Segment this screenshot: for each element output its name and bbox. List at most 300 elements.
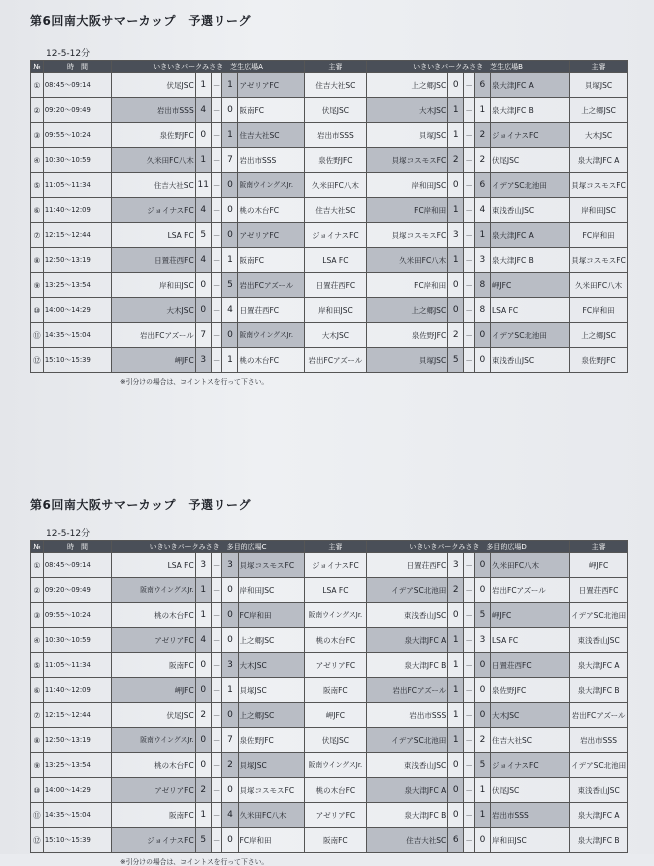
referee-b: イデアSC北池田: [570, 603, 628, 628]
away-team-b: 岩出FCアズール: [491, 578, 570, 603]
home-score-a: 0: [195, 273, 211, 298]
home-score-b: 2: [448, 578, 464, 603]
score-separator: －: [211, 148, 222, 173]
score-separator: －: [211, 628, 222, 653]
table-row: [31, 348, 628, 373]
home-score-b: 1: [448, 653, 464, 678]
away-team-b: 岬JFC: [491, 603, 570, 628]
home-team-a: LSA FC: [112, 223, 195, 248]
match-number: ⑦: [31, 703, 44, 728]
home-team-a: 阪南ウイングスJr.: [112, 578, 195, 603]
away-team-b: 住吉大社SC: [491, 728, 570, 753]
header-field-c: いきいきパークみさき 多目的広場C: [112, 541, 305, 553]
score-separator: －: [211, 703, 222, 728]
score-separator: －: [464, 73, 475, 98]
away-score-a: 1: [222, 678, 238, 703]
match-time: 08:45～09:14: [43, 73, 111, 98]
home-score-b: 6: [448, 828, 464, 853]
home-team-b: 泉大津JFC B: [366, 653, 447, 678]
match-number: ⑧: [31, 248, 44, 273]
score-separator: －: [464, 148, 475, 173]
away-score-b: 0: [474, 703, 490, 728]
match-time: 14:00～14:29: [43, 298, 111, 323]
match-number: ⑦: [31, 223, 44, 248]
match-time: 12:50～13:19: [43, 248, 111, 273]
match-number: ③: [31, 603, 44, 628]
referee-b: FC岸和田: [570, 223, 628, 248]
referee-a: 久米田FC八木: [304, 173, 366, 198]
away-team-b: LSA FC: [491, 628, 570, 653]
table-row: [31, 223, 628, 248]
score-separator: －: [211, 803, 222, 828]
home-team-b: 上之郷JSC: [366, 73, 447, 98]
referee-a: 阪南ウイングスJr.: [304, 753, 366, 778]
referee-a: ジョイナスFC: [304, 553, 366, 578]
away-score-a: 0: [222, 323, 238, 348]
table-row: [31, 273, 628, 298]
referee-b: 岸和田JSC: [570, 198, 628, 223]
home-team-a: 日置荘西FC: [112, 248, 195, 273]
score-separator: －: [464, 323, 475, 348]
away-team-a: 阪南FC: [238, 248, 304, 273]
table-row: [31, 728, 628, 753]
away-team-b: ジョイナスFC: [491, 753, 570, 778]
score-separator: －: [464, 628, 475, 653]
away-team-a: 阪南ウイングスJr.: [238, 323, 304, 348]
match-rows: [31, 73, 628, 373]
score-separator: －: [464, 828, 475, 853]
away-team-b: 岬JFC: [490, 273, 569, 298]
table-row: [31, 73, 628, 98]
home-score-b: 0: [448, 173, 464, 198]
sheet-title: 第6回南大阪サマーカップ 予選リーグ: [30, 14, 251, 28]
header-referee-b: 主審: [570, 61, 628, 73]
match-number: ⑪: [31, 803, 44, 828]
table-row: [31, 148, 628, 173]
home-score-a: 5: [195, 223, 211, 248]
score-separator: －: [211, 73, 222, 98]
match-number: ②: [31, 578, 44, 603]
away-score-b: 6: [474, 73, 490, 98]
away-team-a: FC岸和田: [238, 603, 304, 628]
home-team-a: ジョイナスFC: [112, 828, 195, 853]
referee-a: 岸和田JSC: [304, 298, 366, 323]
referee-a: 阪南FC: [304, 678, 366, 703]
home-team-b: 上之郷JSC: [366, 298, 447, 323]
table-row: [31, 603, 628, 628]
match-duration: 12-5-12分: [46, 49, 91, 59]
score-separator: －: [211, 298, 222, 323]
home-score-a: 1: [195, 603, 211, 628]
referee-a: 伏尾JSC: [304, 98, 366, 123]
away-team-b: 泉大津JFC B: [490, 98, 569, 123]
away-team-b: 泉佐野JFC: [491, 678, 570, 703]
match-time: 10:30～10:59: [43, 628, 111, 653]
match-time: 09:55～10:24: [43, 603, 111, 628]
away-score-b: 3: [474, 248, 490, 273]
match-time: 10:30～10:59: [43, 148, 111, 173]
table-row: [31, 578, 628, 603]
away-score-b: 1: [474, 223, 490, 248]
header-referee-d: 主審: [570, 541, 628, 553]
away-score-a: 5: [222, 273, 238, 298]
away-score-a: 0: [222, 628, 238, 653]
table-row: [31, 628, 628, 653]
home-score-b: 1: [448, 628, 464, 653]
score-separator: －: [464, 553, 475, 578]
sheet-title: 第6回南大阪サマーカップ 予選リーグ: [30, 498, 251, 512]
away-score-a: 4: [222, 298, 238, 323]
home-score-b: 0: [448, 273, 464, 298]
home-score-a: 0: [195, 728, 211, 753]
referee-a: 泉佐野JFC: [304, 148, 366, 173]
schedule-sheet-2: [30, 496, 628, 866]
match-time: 12:15～12:44: [43, 703, 111, 728]
home-score-b: 2: [448, 323, 464, 348]
match-number: ①: [31, 73, 44, 98]
header-field-b: いきいきパークみさき 芝生広場B: [366, 61, 569, 73]
home-team-a: アゼリアFC: [112, 628, 195, 653]
score-separator: －: [211, 273, 222, 298]
home-score-b: 0: [448, 603, 464, 628]
referee-a: 日置荘西FC: [304, 273, 366, 298]
match-number: ⑨: [31, 753, 44, 778]
referee-b: 岩出FCアズール: [570, 703, 628, 728]
away-score-b: 2: [474, 148, 490, 173]
home-team-b: FC岸和田: [366, 198, 447, 223]
home-team-a: 岩出FCアズール: [112, 323, 195, 348]
away-team-b: 久米田FC八木: [491, 553, 570, 578]
score-separator: －: [211, 553, 222, 578]
away-team-b: ジョイナスFC: [490, 123, 569, 148]
match-time: 09:20～09:49: [43, 578, 111, 603]
referee-b: イデアSC北池田: [570, 753, 628, 778]
away-score-a: 1: [222, 348, 238, 373]
referee-b: 東浅香山JSC: [570, 778, 628, 803]
header-referee-a: 主審: [304, 61, 366, 73]
away-score-a: 0: [222, 578, 238, 603]
home-team-b: 貝塚コスモスFC: [366, 148, 447, 173]
match-time: 13:25～13:54: [43, 753, 111, 778]
score-separator: －: [211, 778, 222, 803]
match-time: 11:05～11:34: [43, 173, 111, 198]
score-separator: －: [464, 678, 475, 703]
home-team-a: 阪南ウイングスJr.: [112, 728, 195, 753]
home-score-b: 1: [448, 248, 464, 273]
table-row: [31, 753, 628, 778]
away-team-a: アゼリアFC: [238, 223, 304, 248]
away-team-a: アゼリアFC: [238, 73, 304, 98]
away-score-b: 1: [474, 778, 490, 803]
match-time: 12:50～13:19: [43, 728, 111, 753]
score-separator: －: [211, 348, 222, 373]
table-row: [31, 323, 628, 348]
home-team-b: 貝塚JSC: [366, 123, 447, 148]
away-team-a: 久米田FC八木: [238, 803, 304, 828]
home-team-a: 阪南FC: [112, 803, 195, 828]
away-team-b: 日置荘西FC: [491, 653, 570, 678]
away-team-b: 大木JSC: [491, 703, 570, 728]
header-referee-c: 主審: [304, 541, 366, 553]
home-team-a: 伏尾JSC: [112, 73, 195, 98]
referee-b: 岩出市SSS: [570, 728, 628, 753]
referee-b: FC岸和田: [570, 298, 628, 323]
match-time: 09:20～09:49: [43, 98, 111, 123]
away-score-a: 0: [222, 223, 238, 248]
home-team-a: 岩出市SSS: [112, 98, 195, 123]
away-team-b: 東浅香山JSC: [490, 348, 569, 373]
header-time: 時 間: [43, 61, 111, 73]
score-separator: －: [464, 753, 475, 778]
home-team-b: 大木JSC: [366, 98, 447, 123]
referee-b: 泉大津JFC A: [570, 653, 628, 678]
match-number: ⑫: [31, 828, 44, 853]
away-score-b: 0: [474, 578, 490, 603]
table-row: [31, 298, 628, 323]
referee-a: 住吉大社SC: [304, 198, 366, 223]
home-score-a: 0: [195, 123, 211, 148]
match-time: 15:10～15:39: [43, 828, 111, 853]
referee-a: 大木JSC: [304, 323, 366, 348]
home-score-b: 5: [448, 348, 464, 373]
away-team-a: 岩出市SSS: [238, 148, 304, 173]
referee-a: 阪南ウイングスJr.: [304, 603, 366, 628]
referee-a: アゼリアFC: [304, 803, 366, 828]
referee-b: 泉大津JFC B: [570, 828, 628, 853]
match-time: 12:15～12:44: [43, 223, 111, 248]
match-time: 14:35～15:04: [43, 323, 111, 348]
referee-a: 住吉大社SC: [304, 73, 366, 98]
table-row: [31, 778, 628, 803]
home-score-b: 3: [448, 223, 464, 248]
home-team-b: 東浅香山JSC: [366, 603, 447, 628]
home-team-b: イデアSC北池田: [366, 728, 447, 753]
schedule-sheet-1: [30, 12, 628, 386]
away-score-b: 5: [474, 603, 490, 628]
referee-a: 岬JFC: [304, 703, 366, 728]
referee-b: 貝塚コスモスFC: [570, 248, 628, 273]
home-team-a: 泉佐野JFC: [112, 123, 195, 148]
referee-b: 泉大津JFC B: [570, 678, 628, 703]
score-separator: －: [211, 678, 222, 703]
header-no: №: [31, 61, 44, 73]
away-score-a: 1: [222, 123, 238, 148]
home-score-a: 11: [195, 173, 211, 198]
score-separator: －: [211, 653, 222, 678]
table-header-row: [31, 541, 628, 553]
home-score-a: 1: [195, 148, 211, 173]
away-score-a: 2: [222, 753, 238, 778]
referee-a: 桃の木台FC: [304, 778, 366, 803]
table-header-row: [31, 61, 628, 73]
match-number: ⑩: [31, 778, 44, 803]
match-number: ⑥: [31, 678, 44, 703]
home-score-a: 4: [195, 198, 211, 223]
referee-b: 日置荘西FC: [570, 578, 628, 603]
away-team-b: イデアSC北池田: [490, 323, 569, 348]
home-team-a: 岬JFC: [112, 678, 195, 703]
away-score-b: 4: [474, 198, 490, 223]
referee-b: 上之郷JSC: [570, 323, 628, 348]
referee-b: 久米田FC八木: [570, 273, 628, 298]
score-separator: －: [211, 173, 222, 198]
away-score-a: 7: [222, 148, 238, 173]
away-team-a: 岩出FCアズール: [238, 273, 304, 298]
referee-a: ジョイナスFC: [304, 223, 366, 248]
score-separator: －: [464, 123, 475, 148]
referee-a: 桃の木台FC: [304, 628, 366, 653]
home-team-a: 久米田FC八木: [112, 148, 195, 173]
tiebreak-note: ※引分けの場合は、コイントスを行って下さい。: [120, 858, 269, 866]
away-score-b: 0: [474, 323, 490, 348]
header-field-a: いきいきパークみさき 芝生広場A: [112, 61, 305, 73]
tiebreak-note: ※引分けの場合は、コイントスを行って下さい。: [120, 378, 269, 386]
match-number: ②: [31, 98, 44, 123]
match-number: ⑫: [31, 348, 44, 373]
header-time: 時 間: [43, 541, 111, 553]
away-team-b: 岸和田JSC: [491, 828, 570, 853]
home-team-b: 貝塚JSC: [366, 348, 447, 373]
match-time: 09:55～10:24: [43, 123, 111, 148]
match-number: ⑨: [31, 273, 44, 298]
table-row: [31, 248, 628, 273]
match-number: ③: [31, 123, 44, 148]
home-score-b: 0: [448, 298, 464, 323]
home-score-b: 0: [448, 803, 464, 828]
home-team-a: 伏尾JSC: [112, 703, 195, 728]
away-score-a: 0: [222, 173, 238, 198]
score-separator: －: [464, 578, 475, 603]
match-time: 15:10～15:39: [43, 348, 111, 373]
home-team-b: 貝塚コスモスFC: [366, 223, 447, 248]
away-team-a: 阪南FC: [238, 98, 304, 123]
match-number: ⑧: [31, 728, 44, 753]
away-team-a: 貝塚JSC: [238, 753, 304, 778]
away-team-a: 大木JSC: [238, 653, 304, 678]
table-row: [31, 553, 628, 578]
table-row: [31, 198, 628, 223]
score-separator: －: [464, 703, 475, 728]
score-separator: －: [464, 223, 475, 248]
home-score-a: 0: [195, 653, 211, 678]
away-score-b: 8: [474, 298, 490, 323]
score-separator: －: [464, 778, 475, 803]
referee-a: 岩出市SSS: [304, 123, 366, 148]
home-team-b: 泉大津JFC A: [366, 628, 447, 653]
score-separator: －: [211, 248, 222, 273]
score-separator: －: [464, 603, 475, 628]
home-team-b: 岸和田JSC: [366, 173, 447, 198]
away-score-a: 4: [222, 803, 238, 828]
match-duration: 12-5-12分: [46, 529, 91, 539]
match-time: 14:35～15:04: [43, 803, 111, 828]
match-table: [30, 60, 628, 373]
away-score-a: 0: [222, 603, 238, 628]
score-separator: －: [211, 753, 222, 778]
referee-b: 泉佐野JFC: [570, 348, 628, 373]
away-score-a: 3: [222, 553, 238, 578]
away-score-a: 7: [222, 728, 238, 753]
home-score-a: 2: [195, 703, 211, 728]
away-team-a: FC岸和田: [238, 828, 304, 853]
away-team-b: 伏尾JSC: [490, 148, 569, 173]
table-row: [31, 678, 628, 703]
header-field-d: いきいきパークみさき 多目的広場D: [366, 541, 569, 553]
home-score-b: 0: [448, 753, 464, 778]
referee-b: 大木JSC: [570, 123, 628, 148]
home-score-a: 3: [195, 553, 211, 578]
away-team-b: LSA FC: [490, 298, 569, 323]
away-score-a: 3: [222, 653, 238, 678]
home-score-a: 4: [195, 628, 211, 653]
table-row: [31, 98, 628, 123]
away-score-b: 5: [474, 753, 490, 778]
match-time: 08:45～09:14: [43, 553, 111, 578]
match-time: 13:25～13:54: [43, 273, 111, 298]
home-score-b: 2: [448, 148, 464, 173]
away-team-a: 泉佐野JFC: [238, 728, 304, 753]
away-score-a: 1: [222, 248, 238, 273]
home-score-a: 3: [195, 348, 211, 373]
home-team-a: 桃の木台FC: [112, 753, 195, 778]
away-score-b: 0: [474, 828, 490, 853]
score-separator: －: [211, 323, 222, 348]
away-score-b: 6: [474, 173, 490, 198]
away-team-a: 貝塚コスモスFC: [238, 553, 304, 578]
away-team-a: 岸和田JSC: [238, 578, 304, 603]
away-team-b: イデアSC北池田: [490, 173, 569, 198]
home-score-b: 1: [448, 198, 464, 223]
referee-b: 泉大津JFC A: [570, 148, 628, 173]
home-score-a: 1: [195, 578, 211, 603]
away-team-a: 阪南ウイングスJr.: [238, 173, 304, 198]
away-score-a: 0: [222, 703, 238, 728]
score-separator: －: [211, 578, 222, 603]
away-team-b: 泉大津JFC A: [490, 223, 569, 248]
home-team-b: 岩出FCアズール: [366, 678, 447, 703]
home-team-b: FC岸和田: [366, 273, 447, 298]
home-score-b: 1: [448, 123, 464, 148]
home-score-b: 1: [448, 728, 464, 753]
match-time: 14:00～14:29: [43, 778, 111, 803]
match-number: ①: [31, 553, 44, 578]
away-team-a: 上之郷JSC: [238, 628, 304, 653]
table-row: [31, 653, 628, 678]
home-team-a: 岸和田JSC: [112, 273, 195, 298]
home-team-a: アゼリアFC: [112, 778, 195, 803]
score-separator: －: [464, 248, 475, 273]
home-score-a: 0: [195, 753, 211, 778]
home-score-a: 4: [195, 98, 211, 123]
home-score-b: 0: [448, 778, 464, 803]
home-team-b: 東浅香山JSC: [366, 753, 447, 778]
home-score-a: 1: [195, 73, 211, 98]
home-team-b: イデアSC北池田: [366, 578, 447, 603]
score-separator: －: [211, 198, 222, 223]
table-row: [31, 703, 628, 728]
score-separator: －: [464, 273, 475, 298]
away-score-b: 2: [474, 123, 490, 148]
home-score-a: 0: [195, 678, 211, 703]
score-separator: －: [464, 348, 475, 373]
referee-a: LSA FC: [304, 578, 366, 603]
home-team-b: 久米田FC八木: [366, 248, 447, 273]
table-row: [31, 173, 628, 198]
score-separator: －: [464, 298, 475, 323]
home-score-b: 1: [448, 703, 464, 728]
match-number: ⑪: [31, 323, 44, 348]
match-rows: [31, 553, 628, 853]
